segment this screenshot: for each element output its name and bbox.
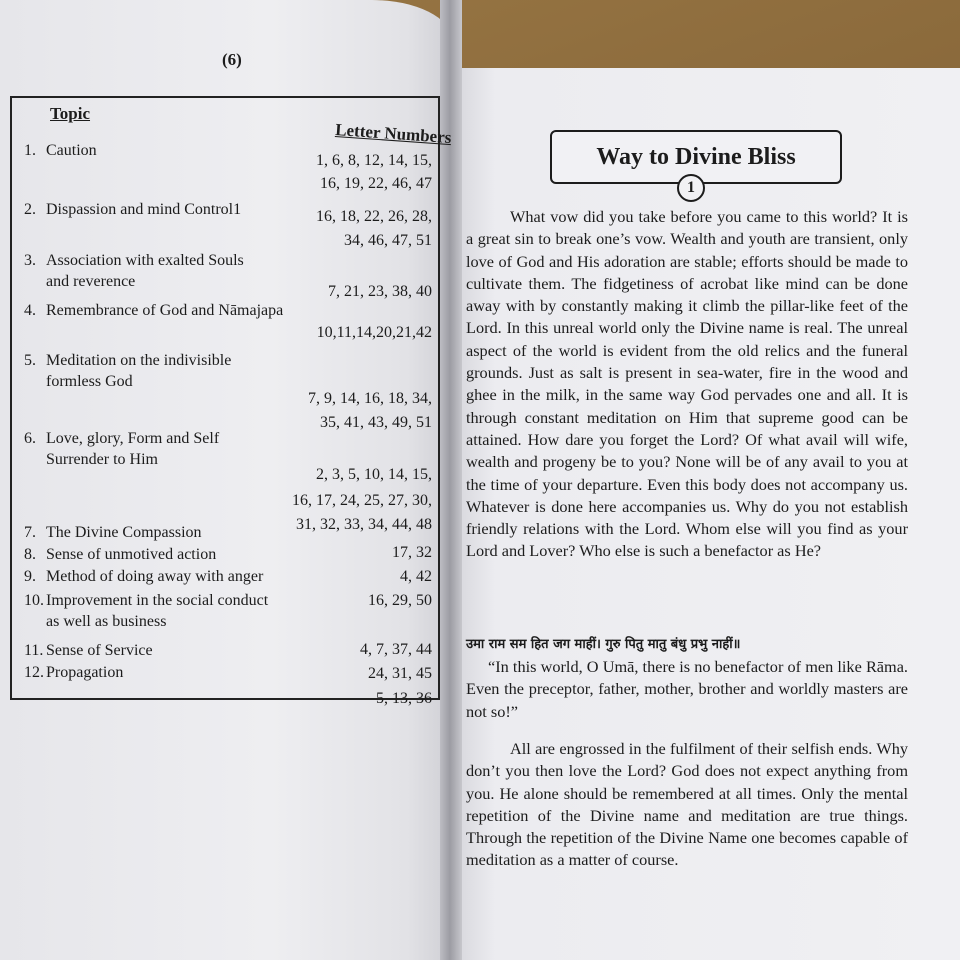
chapter-number-badge: 1: [677, 174, 705, 202]
letter-numbers-line: 35, 41, 43, 49, 51: [320, 414, 432, 431]
entry-text: Sense of unmotived action: [46, 546, 217, 563]
hindi-verse: उमा राम सम हित जग माहीं। गुरु पितु मातु बंधु प्रभु नाहीं॥: [466, 637, 741, 652]
entry-number: 11.: [24, 642, 44, 659]
entry-text: Sense of Service: [46, 642, 153, 659]
entry-number: 12.: [24, 664, 44, 681]
letter-numbers-line: 17, 32: [392, 544, 432, 561]
entry-number: 6.: [24, 430, 36, 447]
page-number: (6): [222, 50, 242, 69]
letter-numbers-line: 7, 21, 23, 38, 40: [328, 283, 432, 300]
letter-numbers-line: 7, 9, 14, 16, 18, 34,: [308, 390, 432, 407]
toc-entry-9: [24, 566, 354, 587]
entry-text-continued: as well as business: [46, 613, 167, 630]
entry-number: 3.: [24, 252, 36, 269]
toc-entry-3: [24, 250, 324, 292]
letter-numbers-line: 16, 29, 50: [368, 592, 432, 609]
letter-numbers-line: 16, 17, 24, 25, 27, 30,: [292, 492, 432, 509]
letter-numbers-line: 5, 13, 36: [376, 690, 432, 707]
entry-text-continued: Surrender to Him: [46, 451, 158, 468]
toc-entry-2: [24, 199, 324, 220]
entry-text: The Divine Compassion: [46, 524, 202, 541]
entry-text: Dispassion and mind Control1: [46, 201, 242, 218]
entry-number: 2.: [24, 201, 36, 218]
letter-numbers-line: 34, 46, 47, 51: [344, 232, 432, 249]
body-paragraph-2: All are engrossed in the fulfilment of their selfish ends. Why don’t you then love the Lord? God does not expect anything from you. He alone should be remembered at all times. Only the mental repetition of the Divine name and meditation are true things. Through the repetition of the Divine Name one becomes capable of meditation as a matter of course.: [466, 739, 908, 870]
toc-entry-6: [24, 428, 324, 470]
entry-text: Caution: [46, 142, 97, 159]
entry-number: 8.: [24, 546, 36, 563]
entry-number: 5.: [24, 352, 36, 369]
entry-text: Improvement in the social conduct: [46, 592, 269, 609]
body-paragraph-1: What vow did you take before you came to this world? It is a great sin to break one’s vow. Wealth and youth are transient, only love of God and His adoration are stable; efforts should be made to cultivate them. The fidgetiness of acrobat like mind can be done away with by constantly making it climb the pillar-like feet of the Lord. In this unreal world only the Divine name is real. The unreal aspect of the world is evident from the old relics and the funeral grounds. Just as salt is present in sea-water, fire in the wood and ghee in the milk, in the same way God pervades one and all. It is through constant meditation on Him that supreme good can be attained. How dare you forget the Lord? Of what avail will wife, wealth and progeny be to you? None will be of any avail to you at the time of your departure. Even this body does not accompany us. Whatever is done here accompanies us. Why do you not establish friendly relations with the Lord. Whom else will you find as your Lord and Lover? Who else is such a benefactor as He?: [466, 207, 908, 561]
letter-numbers-header: Letter Numbers: [334, 120, 453, 148]
entry-number: 9.: [24, 568, 36, 585]
toc-entry-7: [24, 522, 324, 543]
entry-text: Propagation: [46, 664, 124, 681]
letter-numbers-line: 24, 31, 45: [368, 665, 432, 682]
letter-numbers-line: 2, 3, 5, 10, 14, 15,: [316, 466, 432, 483]
topic-header: Topic: [50, 104, 91, 123]
entry-text: Association with exalted Souls: [46, 252, 244, 269]
letter-numbers-line: 16, 19, 22, 46, 47: [320, 175, 432, 192]
letter-numbers-line: 4, 7, 37, 44: [360, 641, 432, 658]
letter-numbers-line: 31, 32, 33, 34, 44, 48: [296, 516, 432, 533]
toc-entry-10: [24, 590, 344, 632]
letter-numbers-line: 4, 42: [400, 568, 432, 585]
entry-text: Meditation on the indivisible: [46, 352, 232, 369]
entry-text-continued: formless God: [46, 373, 133, 390]
toc-entry-1: [24, 140, 324, 161]
letter-numbers-line: 16, 18, 22, 26, 28,: [316, 208, 432, 225]
toc-entry-11: [24, 640, 324, 661]
entry-text: Remembrance of God and Nāmajapa: [46, 302, 284, 319]
toc-entry-8: [24, 544, 324, 565]
letter-numbers-line: 10,11,14,20,21,42: [316, 324, 432, 341]
entry-number: 7.: [24, 524, 36, 541]
chapter-title: Way to Divine Bliss: [550, 130, 842, 184]
entry-text: Method of doing away with anger: [46, 568, 264, 585]
toc-entry-12: [24, 662, 324, 683]
letter-numbers-line: 1, 6, 8, 12, 14, 15,: [316, 152, 432, 169]
toc-entry-4: [24, 300, 344, 321]
entry-number: 10.: [24, 592, 44, 609]
toc-entry-5: [24, 350, 324, 392]
entry-text-continued: and reverence: [46, 273, 136, 290]
verse-translation: “In this world, O Umā, there is no benefactor of men like Rāma. Even the preceptor, father, mother, brother and worldly masters are not so!”: [466, 657, 908, 721]
entry-text: Love, glory, Form and Self: [46, 430, 220, 447]
entry-number: 4.: [24, 302, 36, 319]
entry-number: 1.: [24, 142, 36, 159]
